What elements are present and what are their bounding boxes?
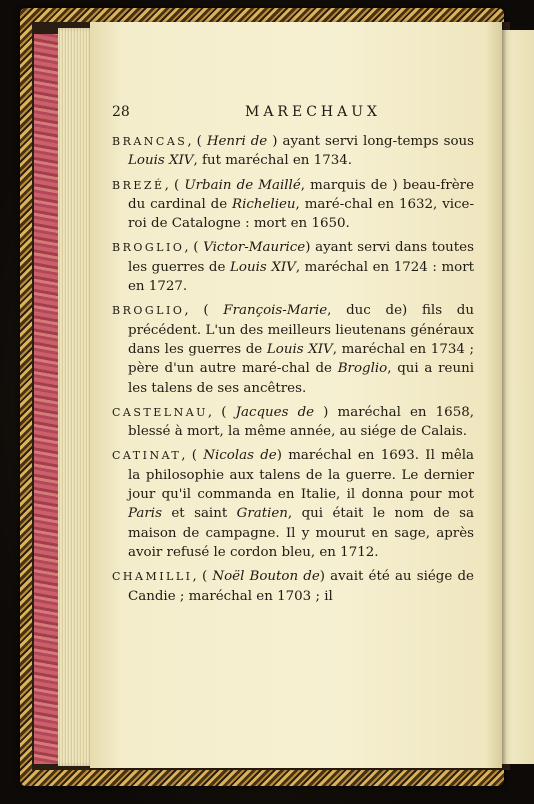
- entry-name: BROGLIO: [112, 304, 185, 318]
- marbled-endpaper: [34, 34, 60, 764]
- entry-text: ) maréchal en 1693. Il mêla la philosophie aux talens de la guerre. Le dernier jour qu'il commanda en Italie, il donna pour mot: [128, 448, 475, 503]
- entry-italic: Louis XIV: [266, 341, 333, 357]
- entry-italic: Jacques de: [235, 404, 315, 420]
- running-title: MARECHAUX: [244, 104, 381, 120]
- entry-italic: François-Marie: [223, 303, 328, 319]
- entry-italic: Henri de: [206, 134, 268, 149]
- entry-name: CHAMILLI: [112, 570, 193, 584]
- facing-page-edge: [498, 30, 534, 764]
- entry-text: , (: [184, 240, 204, 256]
- entry-breze: [112, 176, 474, 234]
- entry-catinat: [112, 446, 474, 562]
- entry-text: , duc de) fils du précédent. L'un des meilleurs lieutenans généraux dans les guerres de: [128, 303, 474, 357]
- entry-italic: Noël Bouton de: [212, 569, 320, 585]
- entry-name: CASTELNAU: [112, 405, 208, 419]
- entry-text: , qui était le nom de sa maison de campagne. Il y mourut en sage, après avoir refusé le cordon bleu, en 1712.: [128, 506, 474, 560]
- entry-text: , maréchal en 1734 ; père d'un autre maré-chal de: [128, 341, 475, 377]
- entry-italic: Louis XIV: [230, 259, 296, 275]
- entry-text: et saint: [161, 506, 237, 522]
- entry-broglio-francois: [112, 301, 474, 397]
- entry-text: , (: [187, 134, 207, 149]
- entry-name: BRANCAS: [112, 135, 188, 148]
- entry-text: ) maréchal en 1658, blessé à mort, la même année, au siége de Calais.: [128, 404, 475, 440]
- entry-text: ) ayant servi dans toutes les guerres de: [128, 240, 474, 275]
- entry-chamilli: [112, 567, 474, 606]
- entry-text: , (: [207, 404, 236, 420]
- entry-text: , fut maréchal en 1734.: [193, 153, 353, 169]
- entry-italic: Nicolas de: [203, 448, 277, 464]
- entry-brancas: [112, 132, 474, 171]
- page-number: 28: [112, 104, 130, 120]
- entry-name: BROGLIO: [112, 241, 185, 255]
- entry-text: , (: [192, 569, 213, 585]
- entry-text: , (: [184, 303, 224, 319]
- entry-text: , (: [164, 177, 185, 193]
- running-head: [112, 104, 474, 126]
- entry-castelnau: [112, 403, 474, 442]
- entry-text: ) ayant servi long-temps sous: [267, 134, 475, 149]
- entry-text: ) avait été au siége de Candie ; maréchal en 1703 ; il: [128, 569, 474, 604]
- entries-list: [112, 132, 474, 611]
- entry-name: CATINAT: [112, 449, 182, 463]
- entry-text: , maré-chal en 1632, vice-roi de Catalogne : mort en 1650.: [128, 196, 474, 232]
- entry-text: , qui a reuni les talens de ses ancêtres.: [128, 361, 474, 396]
- entry-text: , (: [181, 448, 204, 464]
- entry-italic: Broglio: [337, 361, 388, 377]
- entry-text: , maréchal en 1724 : mort en 1727.: [128, 259, 474, 295]
- entry-italic: Paris: [128, 506, 162, 522]
- entry-italic: Urbain de Maillé: [184, 177, 301, 193]
- entry-italic: Louis XIV: [128, 153, 194, 169]
- entry-name: BREZÉ: [112, 178, 165, 192]
- entry-text: , marquis de ) beau-frère du cardinal de: [128, 177, 474, 212]
- entry-italic: Victor-Maurice: [203, 240, 306, 256]
- entry-italic: Gratien: [236, 506, 288, 522]
- entry-italic: Richelieu: [232, 196, 296, 212]
- entry-broglio-victor: [112, 238, 474, 296]
